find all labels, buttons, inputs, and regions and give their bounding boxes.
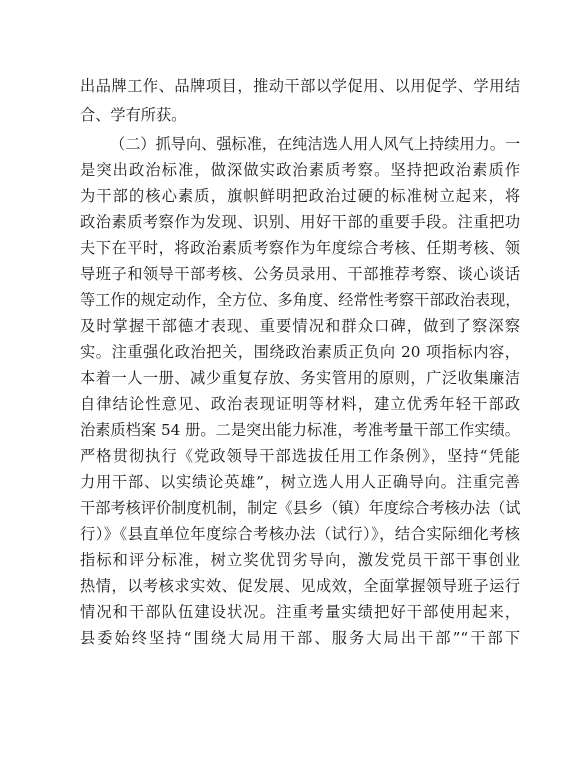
- text-line: 力用干部、以实绩论英雄”，树立选人用人正确导向。注重完善: [80, 473, 520, 491]
- text-line: 合、学有所获。: [80, 106, 187, 124]
- text-line: 指标和评分标准，树立奖优罚劣导向，激发党员干部干事创业: [80, 551, 520, 569]
- text-line: 政治素质考察作为发现、识别、用好干部的重要手段。注重把功: [80, 213, 520, 231]
- text-line: 行）》《县直单位年度综合考核办法（试行）》，结合实际细化考核: [80, 525, 520, 543]
- text-line: 自律结论性意见、政治表现证明等材料，建立优秀年轻干部政: [80, 395, 520, 413]
- text-line: 情况和干部队伍建设状况。注重考量实绩把好干部使用起来，: [80, 603, 520, 621]
- text-line: （二）抓导向、强标准，在纯洁选人用人风气上持续用力。一: [110, 135, 521, 153]
- text-line: 干部考核评价制度机制，制定《县乡（镇）年度综合考核办法（试: [80, 499, 521, 517]
- text-line: 本着一人一册、减少重复存放、务实管用的原则，广泛收集廉洁: [80, 369, 520, 387]
- text-line: 是突出政治标准，做深做实政治素质考察。坚持把政治素质作: [80, 161, 520, 179]
- text-line: 夫下在平时，将政治素质考察作为年度综合考核、任期考核、领: [80, 239, 520, 257]
- text-line: 县委始终坚持“围绕大局用干部、服务大局出干部”“干部下: [80, 629, 520, 647]
- text-line: 治素质档案 54 册。二是突出能力标准，考准考量干部工作实绩。: [80, 421, 520, 439]
- text-line: 热情，以考核求实效、促发展、见成效，全面掌握领导班子运行: [80, 577, 520, 595]
- text-line: 实。注重强化政治把关，围绕政治素质正负向 20 项指标内容，: [80, 343, 520, 361]
- text-line: 出品牌工作、品牌项目，推动干部以学促用、以用促学、学用结: [80, 77, 520, 95]
- text-line: 导班子和领导干部考核、公务员录用、干部推荐考察、谈心谈话: [80, 265, 520, 283]
- text-line: 严格贯彻执行《党政领导干部选拔任用工作条例》，坚持“凭能: [80, 447, 520, 465]
- text-line: 及时掌握干部德才表现、重要情况和群众口碑，做到了察深察: [80, 317, 520, 335]
- text-line: 等工作的规定动作，全方位、多角度、经常性考察干部政治表现，: [80, 291, 521, 309]
- text-line: 为干部的核心素质，旗帜鲜明把政治过硬的标准树立起来，将: [80, 187, 520, 205]
